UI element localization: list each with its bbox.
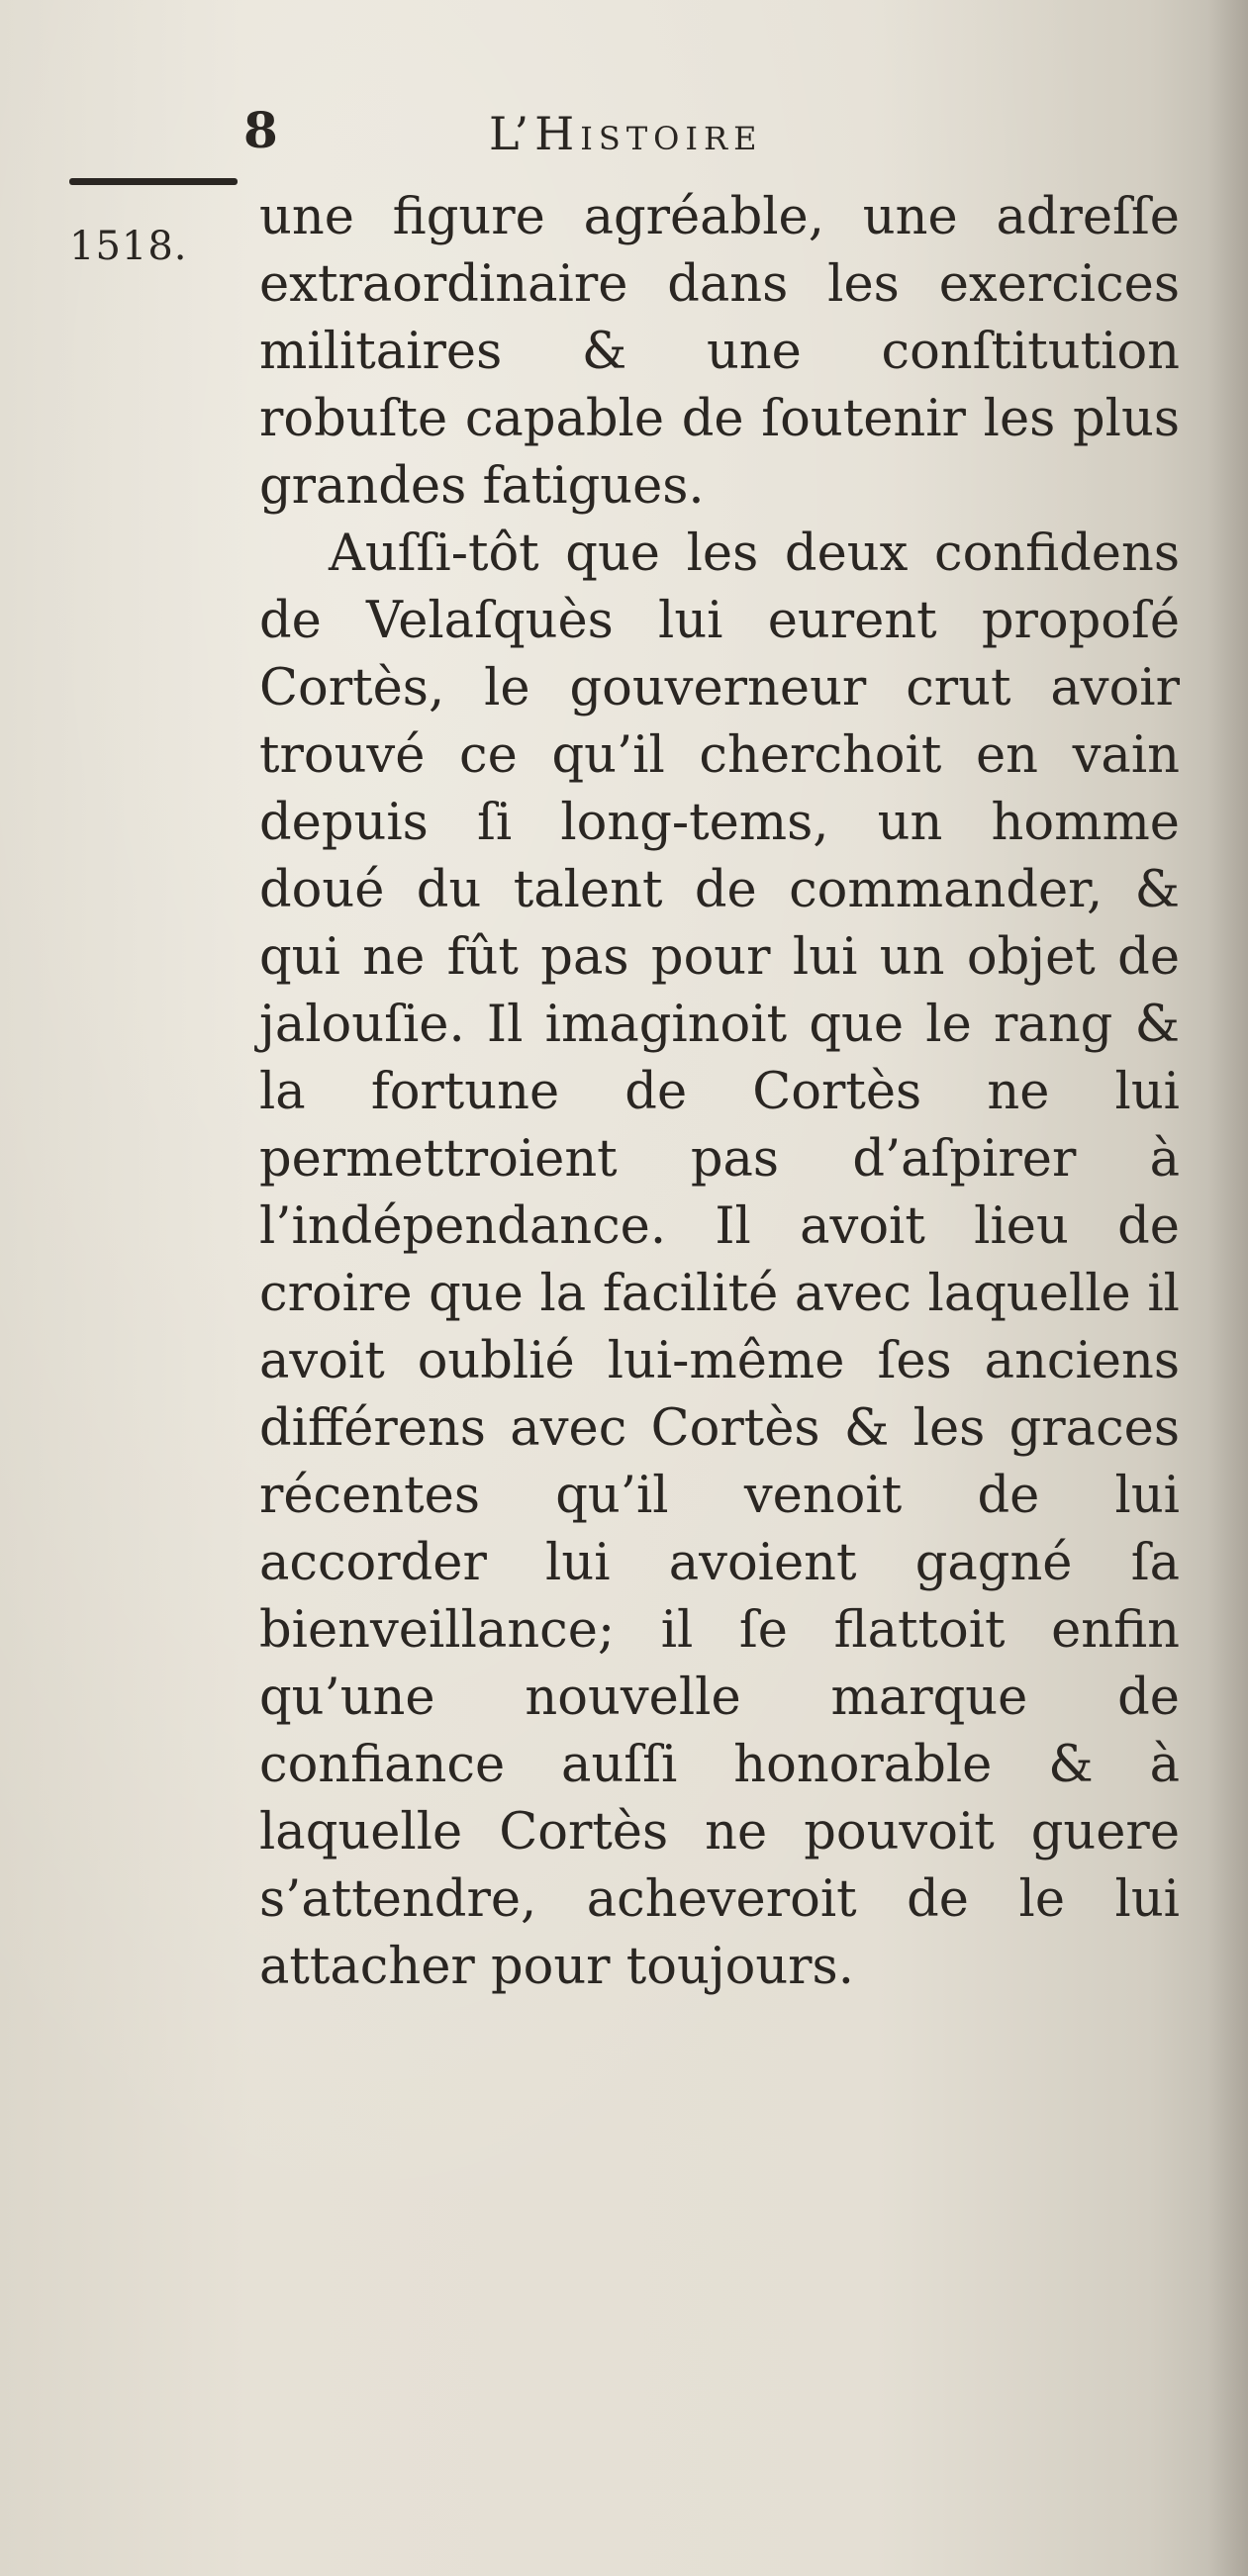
page-number: 8 [243,101,279,159]
header-rule [69,178,238,185]
margin-year-note: 1518. [69,224,188,269]
paragraph-continued: une figure agréable, une adreſſe extraordinaire dans les exercices militaires & une conſtitution robuſte capable de ſoutenir les plus grandes fatigues. [259,188,1180,516]
paragraph: Auſſi-tôt que les deux confidens de Velaſquès lui eurent propoſé Cortès, le gouverneur crut avoir trouvé ce qu’il cherchoit en vain depuis ſi long-tems, un homme doué du talent de commander, & qui ne fût pas pour lui un objet de jalouſie. Il imaginoit que le rang & la fortune de Cortès ne lui permettroient pas d’aſpirer à l’indépendance. Il avoit lieu de croire que la facilité avec laquelle il avoit oublié lui-même ſes anciens différens avec Cortès & les graces récentes qu’il venoit de lui accorder lui avoient gagné ſa bienveillance; il ſe flattoit enfin qu’une nouvelle marque de confiance auſſi honorable & à laquelle Cortès ne pouvoit guere s’attendre, acheveroit de le lui attacher pour toujours. [259,525,1180,1996]
page-edge-shadow [1208,0,1248,2576]
running-head: L’Histoire [489,107,763,160]
body-text [259,184,1180,2001]
